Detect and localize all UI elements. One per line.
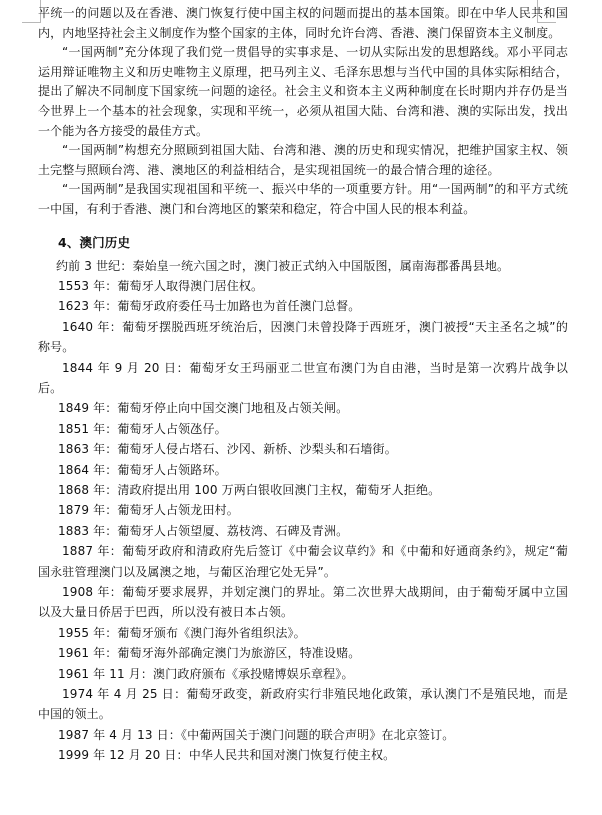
history-entry: 1864 年：葡萄牙人占领路环。 xyxy=(58,462,227,477)
paragraph: “一国两制”充分体现了我们党一贯倡导的实事求是、一切从实际出发的思想路线。邓小平同志运用辩证唯物主义和历史唯物主义原理，把马列主义、毛泽东思想与当代中国的具体实际相结合，提出了解决不同制度下国家统一问题的途径。社会主义和资本主义两种制度在长时期内并存仍是当今世界上一个基本的社会现象，实现和平统一，必须从祖国大陆、台湾和港、澳的实际出发，找出一个能为各方接受的最佳方式。 xyxy=(38,45,568,138)
paragraph: “一国两制”构想充分照顾到祖国大陆、台湾和港、澳的历史和现实情况，把维护国家主权、领土完整与照顾台湾、港、澳地区的利益相结合，是实现祖国统一的最合情合理的途径。 xyxy=(38,143,568,177)
history-entry: 1863 年：葡萄牙人侵占塔石、沙冈、新桥、沙梨头和石墙街。 xyxy=(58,442,397,457)
history-entry: 1961 年 11 月：澳门政府颁布《承投赌博娱乐章程》。 xyxy=(58,666,354,681)
history-entry: 1640 年：葡萄牙摆脱西班牙统治后，因澳门未曾投降于西班牙，澳门被授“天主圣名之城”的称号。 xyxy=(38,319,568,355)
history-entry: 1887 年：葡萄牙政府和清政府先后签订《中葡会议草约》和《中葡和好通商条约》，规定“葡国永驻管理澳门以及属澳之地，与葡区治理它处无异”。 xyxy=(38,544,568,579)
paragraph-spacer xyxy=(38,220,568,232)
document-body xyxy=(38,4,568,766)
history-entry: 1908 年：葡萄牙要求展界，并划定澳门的界址。第二次世界大战期间，由于葡萄牙属中立国以及大量日侨居于巴西，所以没有被日本占领。 xyxy=(38,585,568,620)
history-entry: 1849 年：葡萄牙停止向中国交澳门地租及占领关闸。 xyxy=(58,401,349,416)
history-entry: 1955 年：葡萄牙颁布《澳门海外省组织法》。 xyxy=(58,625,306,640)
history-entry: 1623 年：葡萄牙政府委任马士加路也为首任澳门总督。 xyxy=(58,299,361,314)
history-entry: 1844 年 9 月 20 日：葡萄牙女王玛丽亚二世宣布澳门为自由港，当时是第一次鸦片战争以后。 xyxy=(38,360,568,395)
history-entry: 1961 年：葡萄牙海外部确定澳门为旅游区，特准设赌。 xyxy=(58,646,361,661)
history-entry: 1883 年：葡萄牙人占领望厦、荔枝湾、石碑及青洲。 xyxy=(58,523,349,538)
paragraph: 平统一的问题以及在香港、澳门恢复行使中国主权的问题而提出的基本国策。即在中华人民共和国内，内地坚持社会主义制度作为整个国家的主体，同时允许台湾、香港、澳门保留资本主义制度。 xyxy=(38,6,568,40)
history-entry: 1974 年 4 月 25 日：葡萄牙政变，新政府实行非殖民地化政策，承认澳门不是殖民地，而是中国的领土。 xyxy=(38,687,568,722)
history-entry: 1553 年：葡萄牙人取得澳门居住权。 xyxy=(58,278,264,293)
history-entry: 1851 年：葡萄牙人占领氹仔。 xyxy=(58,421,227,436)
history-entry: 1999 年 12 月 20 日：中华人民共和国对澳门恢复行使主权。 xyxy=(58,748,396,763)
history-entry: 1868 年：清政府提出用 100 万两白银收回澳门主权，葡萄牙人拒绝。 xyxy=(58,483,441,497)
history-entry: 1879 年：葡萄牙人占领龙田村。 xyxy=(58,503,239,518)
history-entry: 1987 年 4 月 13 日：《中葡两国关于澳门问题的联合声明》在北京签订。 xyxy=(58,727,455,742)
paragraph: “一国两制”是我国实现祖国和平统一、振兴中华的一项重要方针。用“一国两制”的和平方式统一中国，有利于香港、澳门和台湾地区的繁荣和稳定，符合中国人民的根本利益。 xyxy=(38,182,568,216)
section-heading: 4、澳门历史 xyxy=(58,234,131,250)
history-entry: 约前 3 世纪：秦始皇一统六国之时，澳门被正式纳入中国版图，属南海郡番禺县地。 xyxy=(56,258,510,273)
